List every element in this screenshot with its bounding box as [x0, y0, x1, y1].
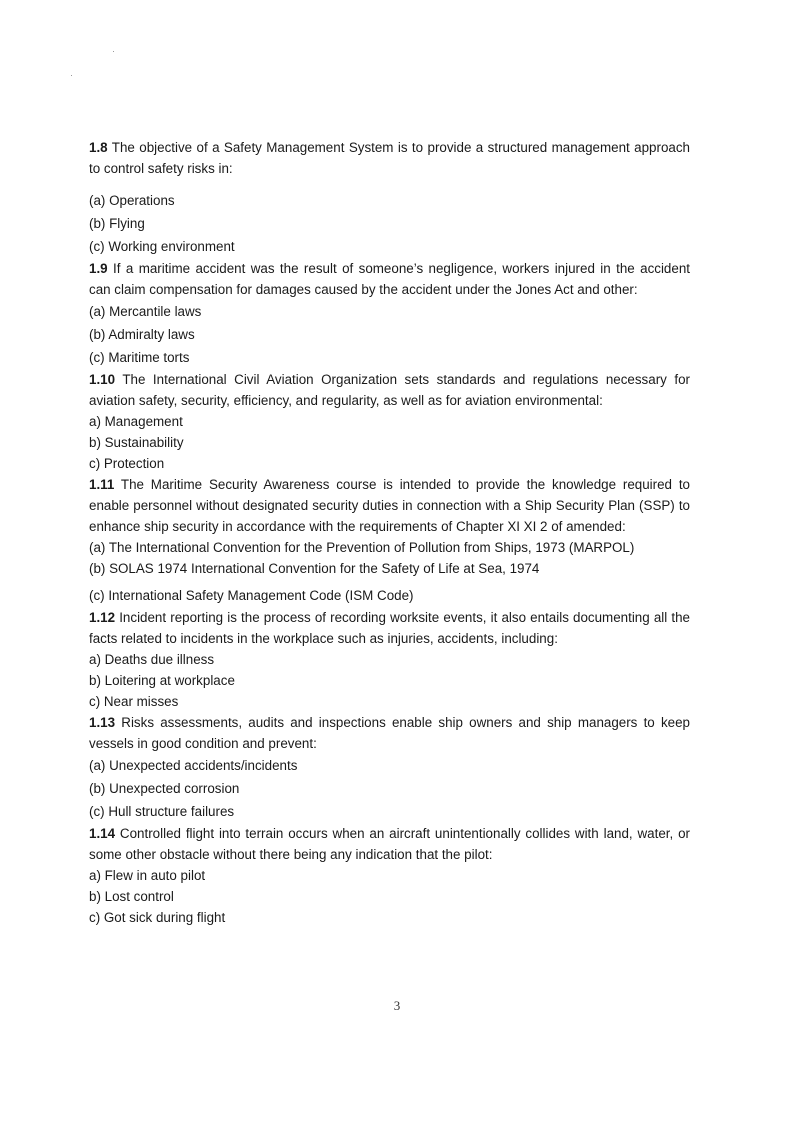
- question-text: Risks assessments, audits and inspections enable ship owners and ship managers to keep vessels in good condition and prevent:: [89, 715, 690, 751]
- option-c: c) Near misses: [89, 694, 179, 709]
- option-b: b) Sustainability: [89, 435, 184, 450]
- question-number: 1.13: [89, 715, 116, 730]
- question-text: The Maritime Security Awareness course is intended to provide the knowledge required to enable personnel without designated security duties in connection with a Ship Security Plan (SSP) to enhance ship security in accordance with the requirements of Chapter XI XI 2 of amended:: [89, 477, 690, 534]
- question-1-14: [89, 823, 690, 928]
- option-b: (b) Admiralty laws: [89, 327, 195, 342]
- option-c: (c) Hull structure failures: [89, 804, 235, 819]
- question-number: 1.9: [89, 261, 108, 276]
- question-text: If a maritime accident was the result of someone’s negligence, workers injured in the accident can claim compensation for damages caused by the accident under the Jones Act and other:: [89, 261, 690, 297]
- option-a: a) Management: [89, 414, 183, 429]
- question-1-9: [89, 258, 690, 369]
- scan-speck: [71, 75, 72, 76]
- option-b: b) Lost control: [89, 889, 174, 904]
- question-number: 1.12: [89, 610, 116, 625]
- option-a: a) Flew in auto pilot: [89, 868, 206, 883]
- option-c: (c) Maritime torts: [89, 350, 190, 365]
- question-number: 1.8: [89, 140, 108, 155]
- question-1-12: [89, 607, 690, 712]
- option-b: (b) Unexpected corrosion: [89, 781, 240, 796]
- option-b: (b) SOLAS 1974 International Convention for the Safety of Life at Sea, 1974: [89, 561, 540, 576]
- question-number: 1.14: [89, 826, 116, 841]
- question-list: [89, 137, 690, 928]
- scan-speck: [113, 51, 114, 52]
- option-c: (c) Working environment: [89, 239, 235, 254]
- question-text: Incident reporting is the process of recording worksite events, it also entails documenting all the facts related to incidents in the workplace such as injuries, accidents, including:: [89, 610, 690, 646]
- question-text: The objective of a Safety Management System is to provide a structured management approach to control safety risks in:: [89, 140, 690, 176]
- option-a: (a) Unexpected accidents/incidents: [89, 758, 298, 773]
- question-text: Controlled flight into terrain occurs when an aircraft unintentionally collides with land, water, or some other obstacle without there being any indication that the pilot:: [89, 826, 690, 862]
- question-1-13: [89, 712, 690, 823]
- option-c: (c) International Safety Management Code (ISM Code): [89, 588, 414, 603]
- question-1-10: [89, 369, 690, 474]
- page-number: 3: [393, 998, 401, 1013]
- option-a: (a) Operations: [89, 193, 175, 208]
- question-number: 1.11: [89, 477, 115, 492]
- question-text: The International Civil Aviation Organization sets standards and regulations necessary for aviation safety, security, efficiency, and regularity, as well as for aviation environmental:: [89, 372, 690, 408]
- option-a: (a) Mercantile laws: [89, 304, 202, 319]
- question-1-11: [89, 474, 690, 607]
- question-1-8: [89, 137, 690, 258]
- question-number: 1.10: [89, 372, 116, 387]
- option-b: b) Loitering at workplace: [89, 673, 235, 688]
- option-c: c) Got sick during flight: [89, 910, 226, 925]
- option-a: (a) The International Convention for the Prevention of Pollution from Ships, 1973 (MARPOL): [89, 540, 635, 555]
- option-b: (b) Flying: [89, 216, 145, 231]
- option-a: a) Deaths due illness: [89, 652, 215, 667]
- option-c: c) Protection: [89, 456, 165, 471]
